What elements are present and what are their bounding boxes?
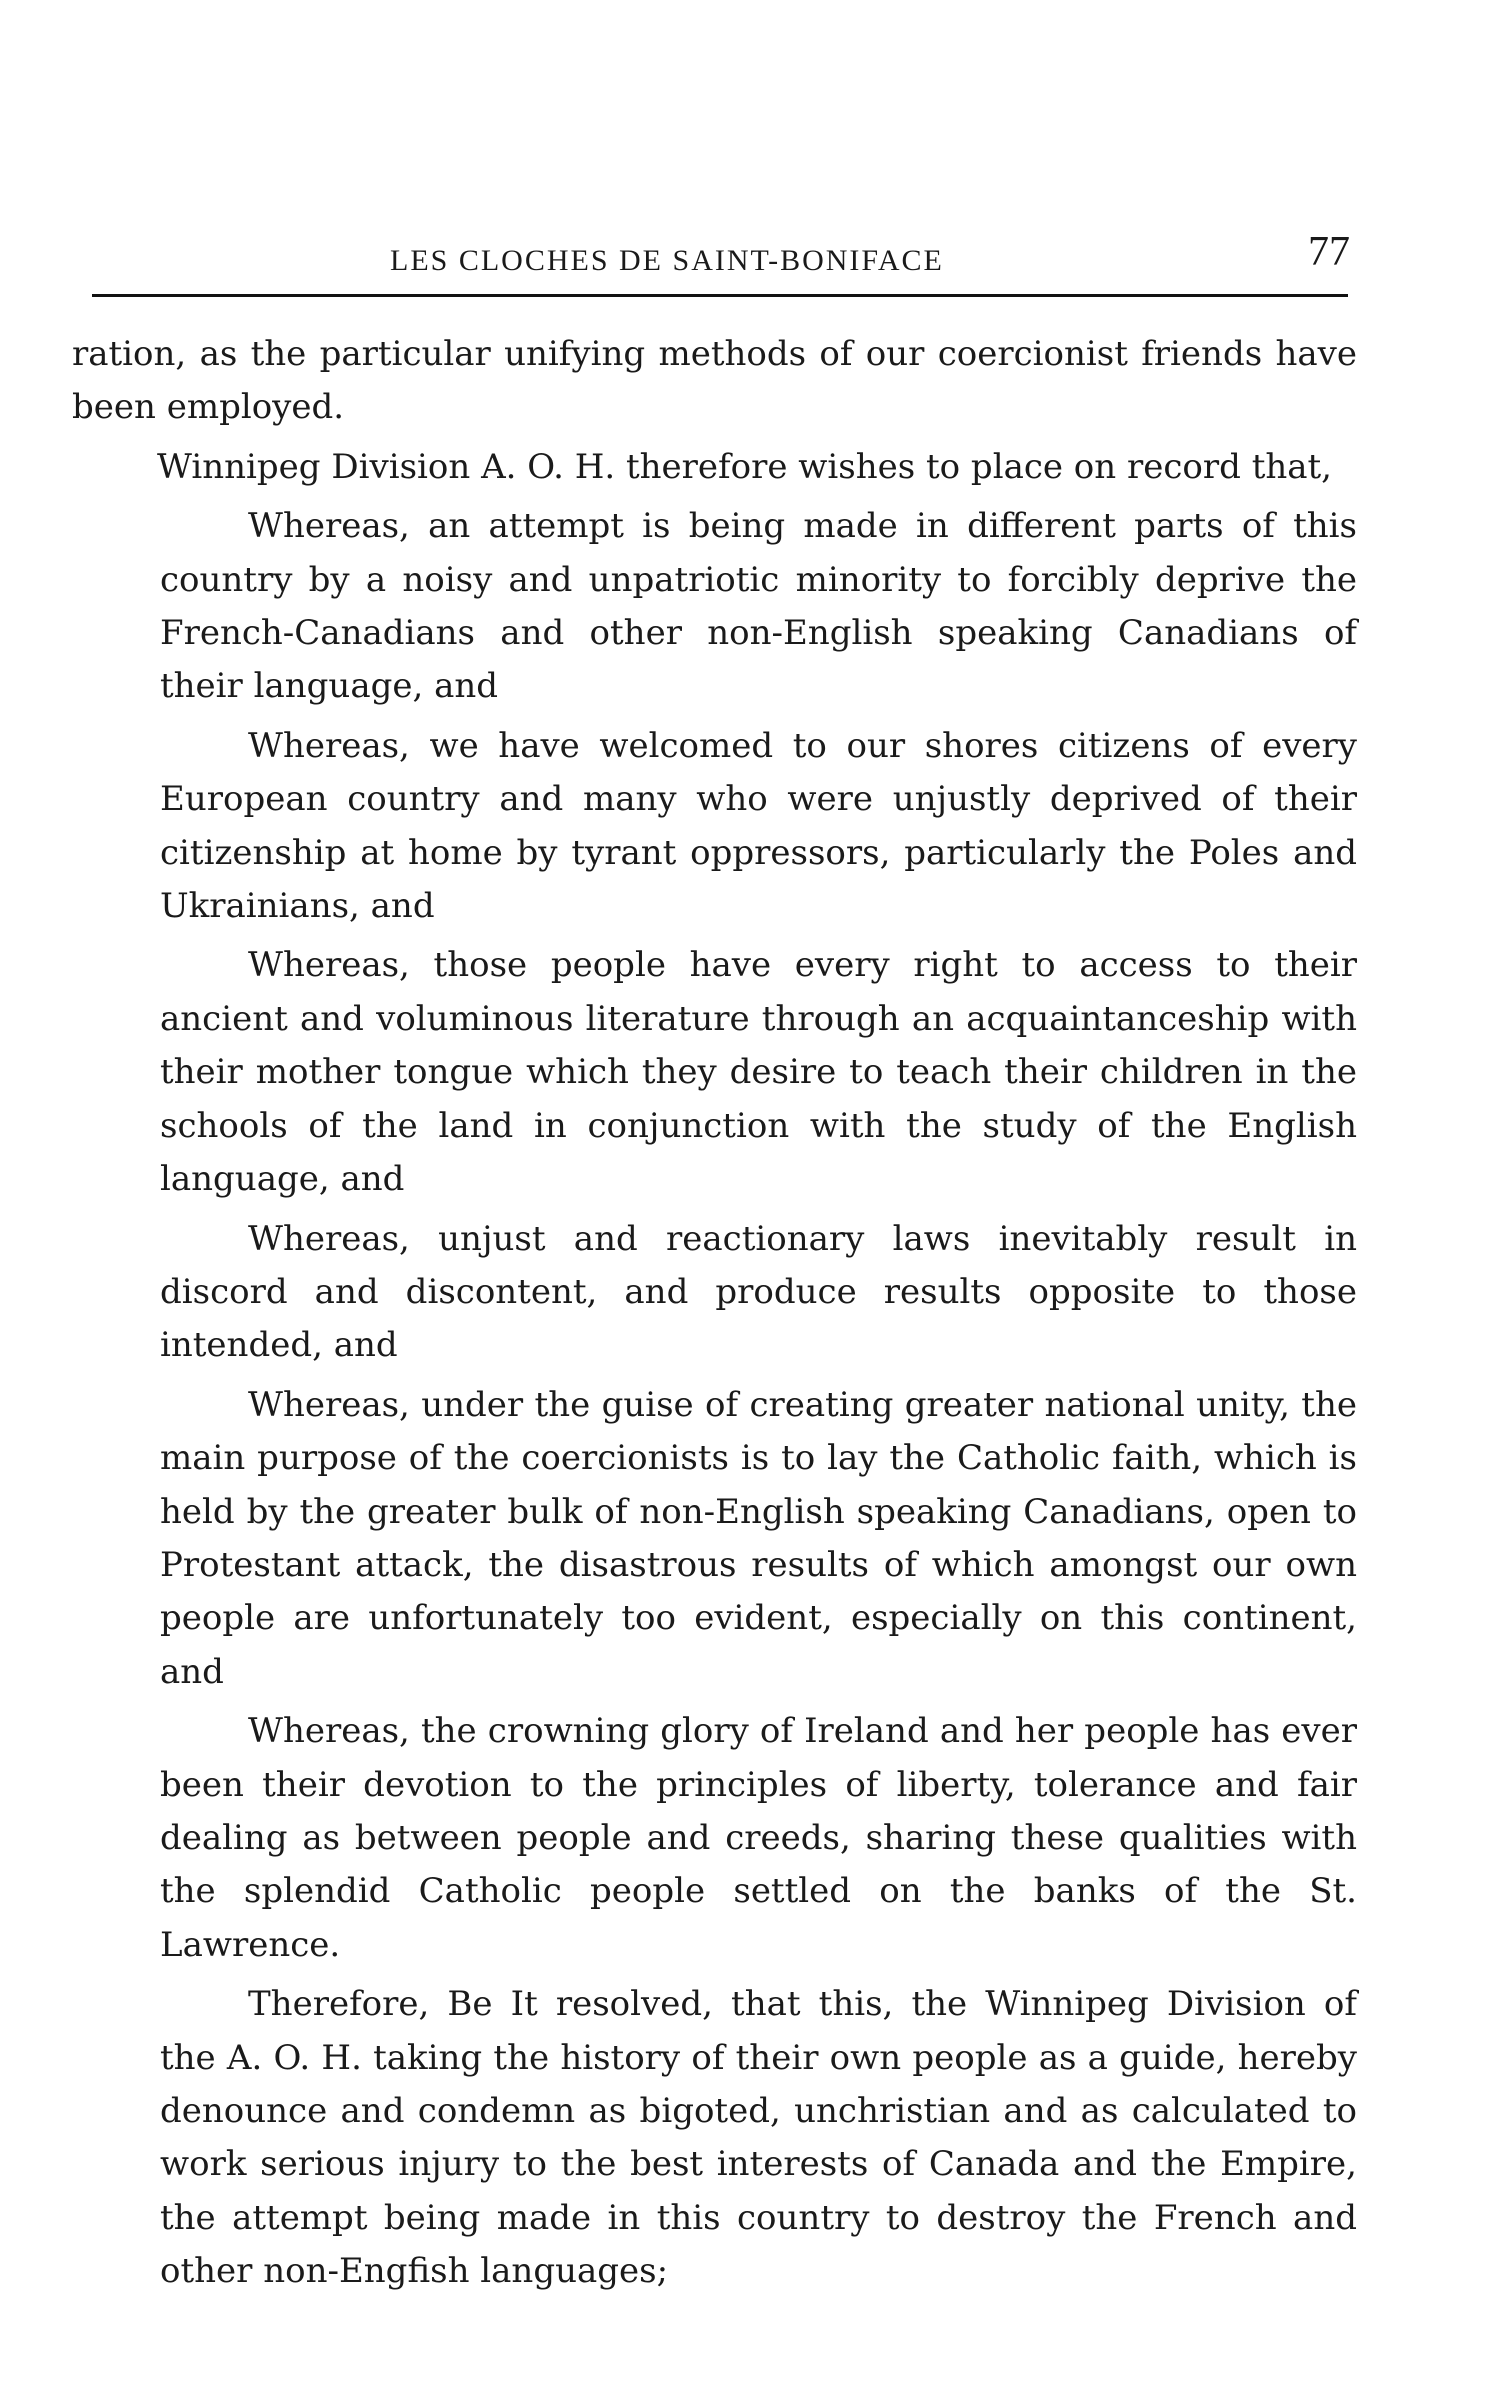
paragraph-whereas-attempt: Whereas, an attempt is being made in different parts of this country by a noisy and unpatriotic minority to forcibly deprive the French-Canadians and other non-English speaking Canadians of their language, and [160,506,1357,707]
running-header [90,228,1350,288]
body-text [72,328,1357,2305]
header-rule [92,294,1348,297]
paragraph-resolution: Therefore, Be It resolved, that this, the Winnipeg Division of the A. O. H. taking the history of their own people as a guide, hereby denounce and condemn as bigoted, unchristian and as calculated to work serious injury to the best interests of Canada and the Empire, the attempt being made in this country to destroy the French and other non-Engfish languages; [160,1984,1357,2292]
paragraph-continuation: ration, as the particular unifying methods of our coercionist friends have been employed. [72,334,1357,428]
paragraph-whereas-unjust-laws: Whereas, unjust and reactionary laws inevitably result in discord and discontent, and produce results opposite to those intended, and [160,1218,1357,1366]
paragraph-whereas-ireland: Whereas, the crowning glory of Ireland and her people has ever been their devotion to the principles of liberty, tolerance and fair dealing as between people and creeds, sharing these qualities with the splendid Catholic people settled on the banks of the St. Lawrence. [160,1711,1357,1965]
paragraph-record-intro: Winnipeg Division A. O. H. therefore wishes to place on record that, [157,446,1332,487]
running-title: LES CLOCHES DE SAINT-BONIFACE [390,244,944,277]
page-number: 77 [1308,229,1350,275]
paragraph-whereas-welcomed: Whereas, we have welcomed to our shores citizens of every European country and many who were unjustly deprived of their citizenship at home by tyrant oppressors, particularly the Poles and Ukrainians, and [160,725,1357,927]
paragraph-whereas-literature: Whereas, those people have every right to access to their ancient and voluminous literature through an acquaintanceship with their mother tongue which they desire to teach their children in the schools of the land in conjunction with the study of the English language, and [160,945,1357,1200]
paragraph-whereas-unity: Whereas, under the guise of creating greater national unity, the main purpose of the coercionists is to lay the Catholic faith, which is held by the greater bulk of non-English speaking Canadians, open to Protestant attack, the disastrous results of which amongst our own people are unfortunately too evident, especially on this continent, and [160,1384,1357,1692]
